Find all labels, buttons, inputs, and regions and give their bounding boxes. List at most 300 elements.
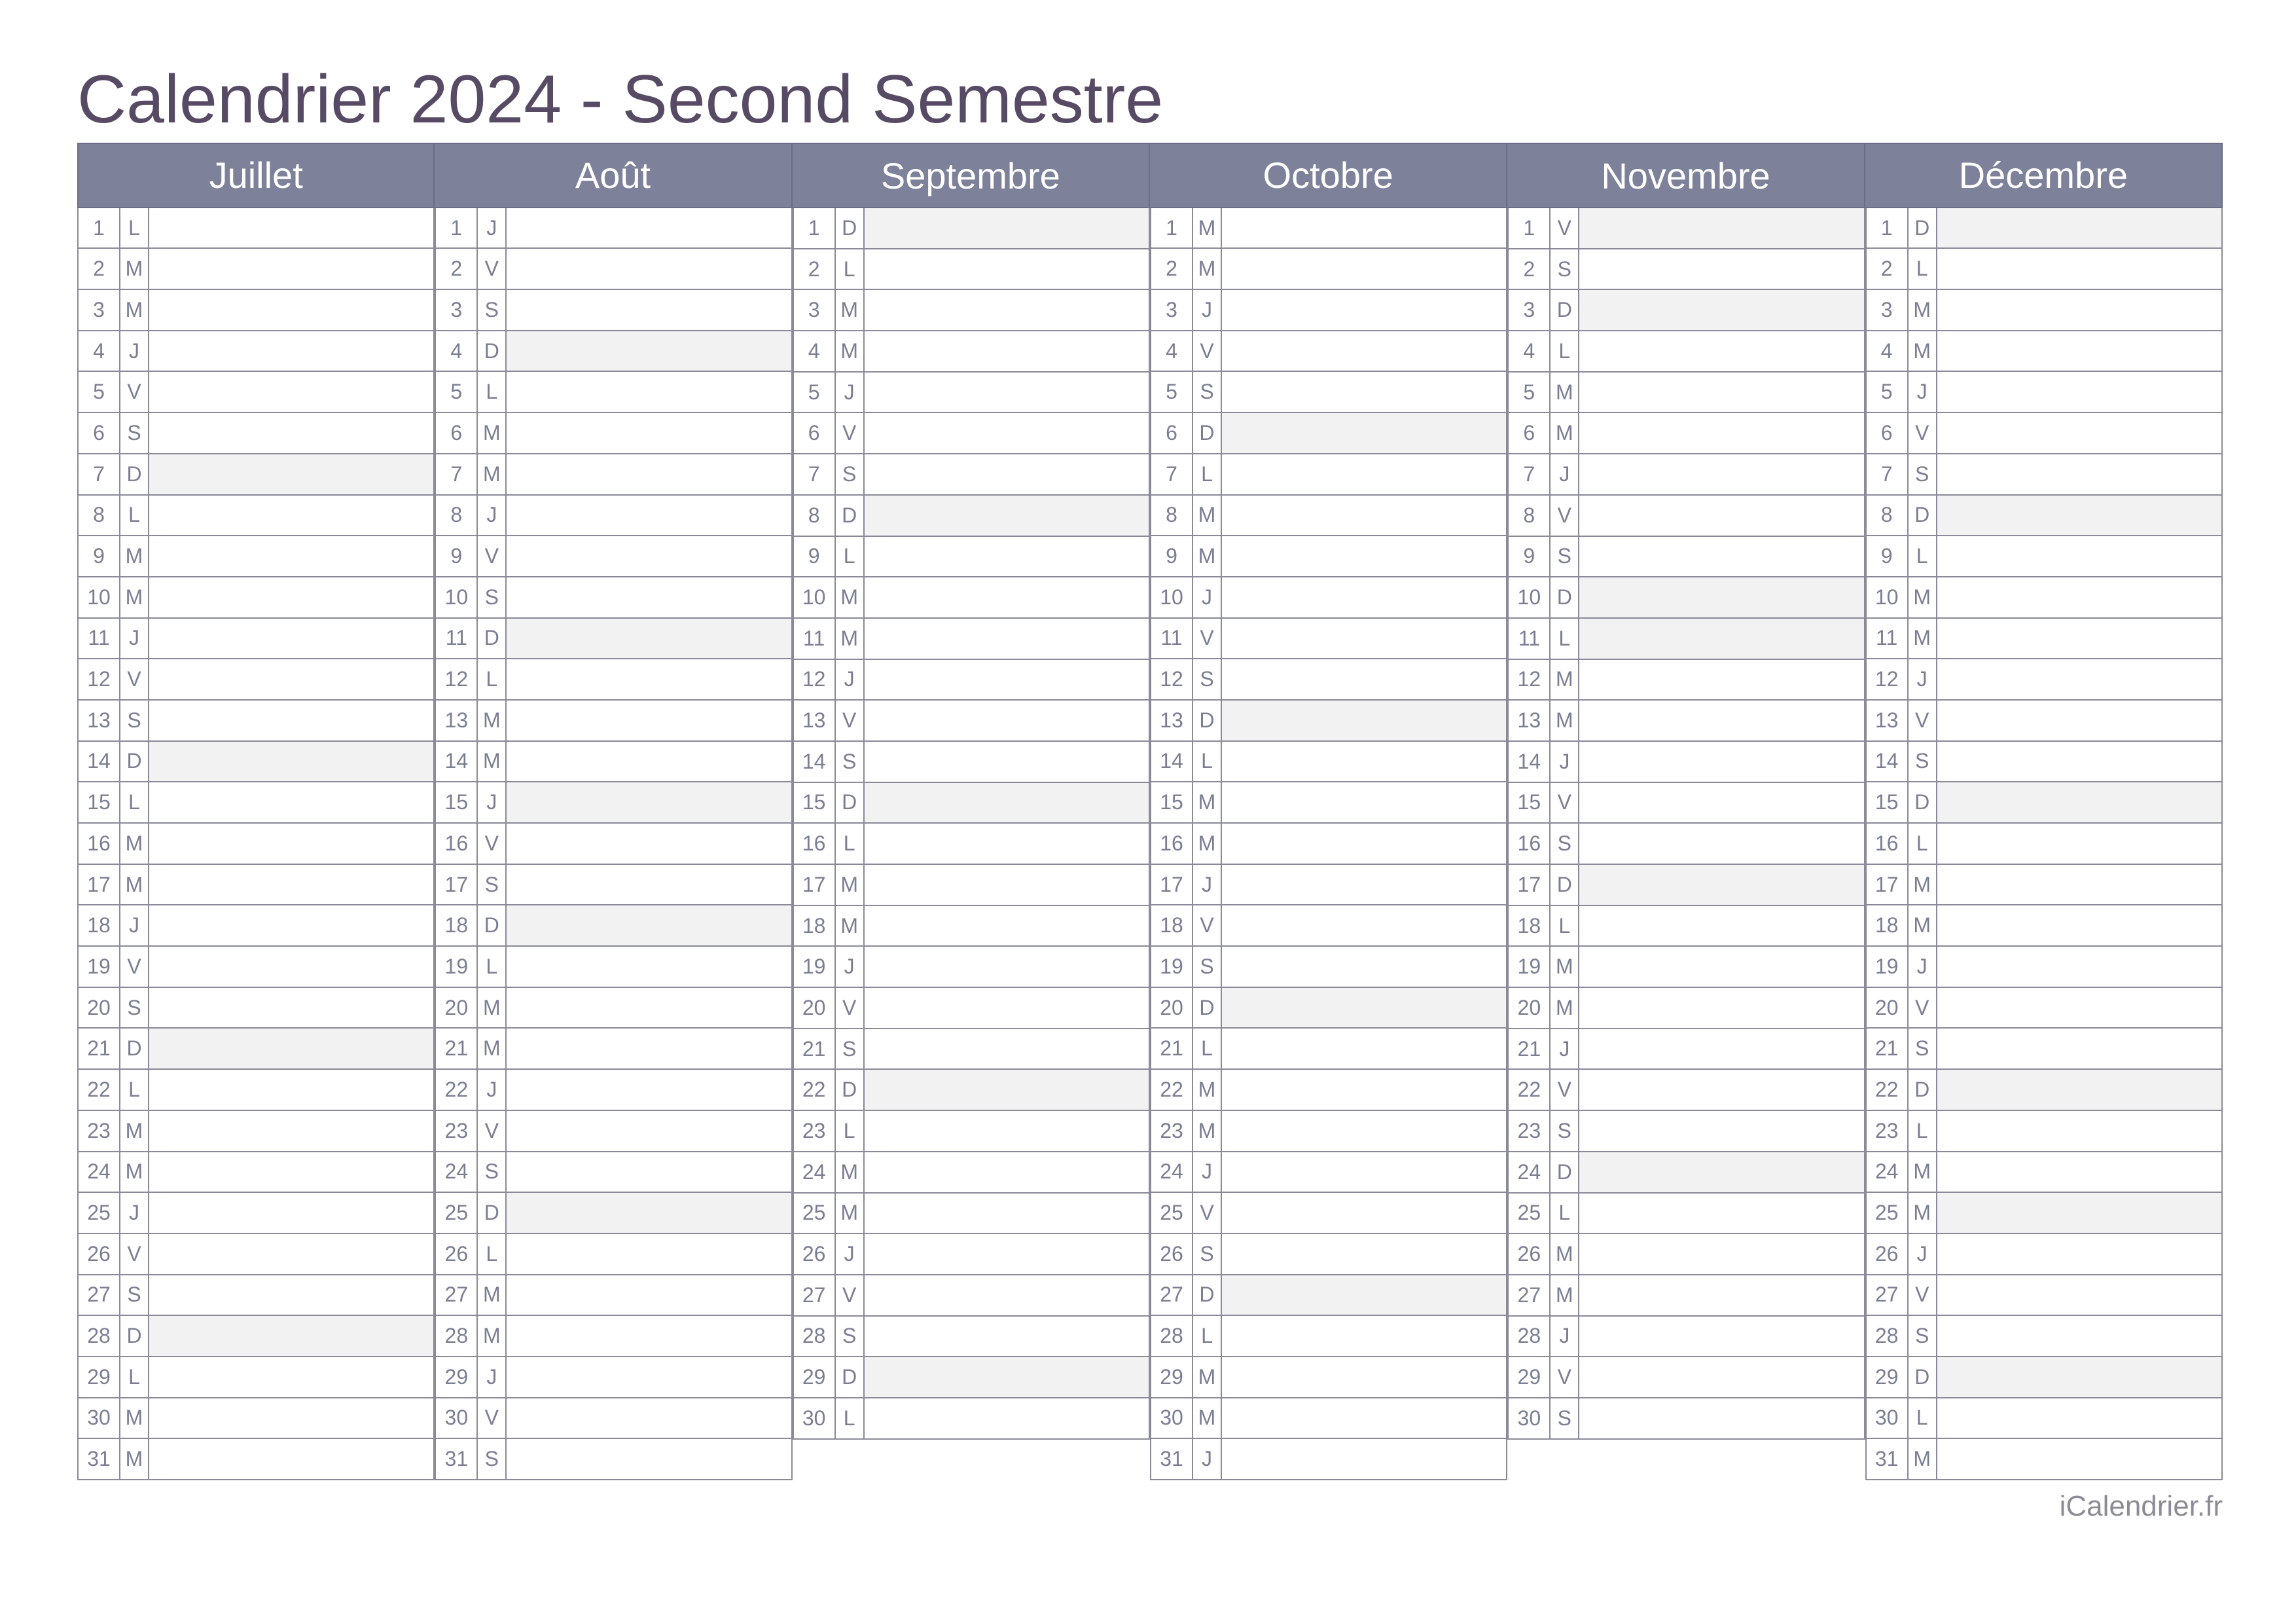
day-row[interactable] [794,947,1150,988]
day-row[interactable] [1867,1111,2223,1152]
day-row[interactable] [794,1111,1150,1152]
day-note-cell[interactable] [1579,496,1863,536]
day-row[interactable] [1151,1152,1507,1194]
day-row[interactable] [1151,988,1507,1029]
day-note-cell[interactable] [1579,1398,1863,1438]
day-note-cell[interactable] [1937,249,2221,289]
day-note-cell[interactable] [1579,1234,1863,1274]
day-note-cell[interactable] [1222,577,1506,617]
day-row[interactable] [1151,701,1507,742]
day-note-cell[interactable] [1222,701,1506,740]
day-note-cell[interactable] [149,1070,433,1110]
day-note-cell[interactable] [1222,947,1506,987]
day-note-cell[interactable] [1222,249,1506,289]
day-row[interactable] [436,208,792,249]
day-row[interactable] [1867,1152,2223,1194]
day-note-cell[interactable] [149,701,433,740]
day-note-cell[interactable] [1579,413,1863,453]
day-row[interactable] [436,1275,792,1317]
day-row[interactable] [79,1234,435,1275]
day-note-cell[interactable] [1579,906,1863,946]
day-row[interactable] [1151,782,1507,824]
day-row[interactable] [794,290,1150,331]
day-row[interactable] [1867,1029,2223,1070]
day-note-cell[interactable] [1579,1275,1863,1315]
day-note-cell[interactable] [149,1193,433,1233]
day-row[interactable] [1509,208,1865,249]
day-note-cell[interactable] [1579,290,1863,330]
day-row[interactable] [79,496,435,537]
day-note-cell[interactable] [1937,865,2221,905]
day-row[interactable] [794,1152,1150,1194]
day-note-cell[interactable] [1937,1029,2221,1068]
day-note-cell[interactable] [1222,1029,1506,1068]
day-note-cell[interactable] [507,1316,791,1356]
day-row[interactable] [1509,783,1865,824]
day-row[interactable] [1509,906,1865,947]
day-note-cell[interactable] [1579,1194,1863,1233]
day-note-cell[interactable] [1937,1070,2221,1110]
day-note-cell[interactable] [1222,865,1506,905]
day-note-cell[interactable] [149,1029,433,1068]
day-row[interactable] [436,536,792,577]
day-note-cell[interactable] [507,496,791,536]
day-row[interactable] [1509,454,1865,496]
day-row[interactable] [1151,1234,1507,1275]
day-note-cell[interactable] [507,1193,791,1233]
day-note-cell[interactable] [1222,331,1506,371]
day-note-cell[interactable] [149,905,433,945]
day-row[interactable] [794,1357,1150,1398]
day-row[interactable] [794,537,1150,578]
day-row[interactable] [1509,865,1865,906]
day-note-cell[interactable] [1222,1152,1506,1192]
day-note-cell[interactable] [865,1398,1149,1438]
day-note-cell[interactable] [149,1439,433,1479]
day-note-cell[interactable] [865,1234,1149,1274]
day-note-cell[interactable] [865,619,1149,659]
day-note-cell[interactable] [865,290,1149,330]
day-note-cell[interactable] [507,1029,791,1068]
day-row[interactable] [794,1275,1150,1317]
day-row[interactable] [79,619,435,660]
day-note-cell[interactable] [149,413,433,453]
day-row[interactable] [1867,782,2223,824]
day-note-cell[interactable] [507,865,791,905]
day-note-cell[interactable] [1937,905,2221,945]
day-note-cell[interactable] [1222,905,1506,945]
day-row[interactable] [1867,988,2223,1029]
day-row[interactable] [1867,290,2223,331]
day-row[interactable] [1509,701,1865,742]
day-row[interactable] [794,208,1150,249]
day-row[interactable] [436,413,792,454]
day-row[interactable] [794,1070,1150,1111]
day-row[interactable] [794,783,1150,824]
day-row[interactable] [1151,1193,1507,1234]
day-note-cell[interactable] [507,824,791,864]
day-note-cell[interactable] [1222,619,1506,659]
day-note-cell[interactable] [1222,1398,1506,1438]
day-note-cell[interactable] [865,742,1149,782]
day-row[interactable] [436,865,792,906]
day-row[interactable] [79,824,435,865]
day-row[interactable] [1509,988,1865,1029]
day-note-cell[interactable] [865,824,1149,864]
day-note-cell[interactable] [865,208,1149,248]
day-row[interactable] [1151,1398,1507,1440]
day-note-cell[interactable] [1937,372,2221,412]
day-row[interactable] [436,1234,792,1275]
day-row[interactable] [794,1317,1150,1358]
day-row[interactable] [1151,865,1507,906]
day-row[interactable] [1509,1275,1865,1317]
day-row[interactable] [79,1193,435,1234]
day-row[interactable] [794,577,1150,619]
day-note-cell[interactable] [507,782,791,822]
day-row[interactable] [436,372,792,413]
day-row[interactable] [436,1398,792,1440]
day-note-cell[interactable] [149,947,433,987]
day-note-cell[interactable] [1222,208,1506,248]
day-note-cell[interactable] [865,1357,1149,1397]
day-row[interactable] [1509,1234,1865,1275]
day-note-cell[interactable] [1937,1316,2221,1356]
day-note-cell[interactable] [1579,701,1863,740]
day-note-cell[interactable] [1222,1234,1506,1274]
day-note-cell[interactable] [507,454,791,494]
day-row[interactable] [1867,1193,2223,1234]
day-note-cell[interactable] [1222,1439,1506,1479]
day-row[interactable] [436,496,792,537]
day-row[interactable] [1509,619,1865,660]
day-note-cell[interactable] [1222,1070,1506,1110]
day-note-cell[interactable] [1222,1357,1506,1397]
day-row[interactable] [1151,905,1507,947]
day-row[interactable] [1509,1357,1865,1398]
day-row[interactable] [436,1152,792,1194]
day-note-cell[interactable] [865,249,1149,289]
day-note-cell[interactable] [865,1111,1149,1151]
day-note-cell[interactable] [1579,988,1863,1028]
day-row[interactable] [79,865,435,906]
day-row[interactable] [1509,947,1865,988]
day-note-cell[interactable] [149,331,433,371]
day-row[interactable] [1867,824,2223,865]
day-note-cell[interactable] [1579,783,1863,823]
day-row[interactable] [1509,496,1865,537]
day-row[interactable] [1151,1070,1507,1111]
day-row[interactable] [794,742,1150,783]
day-row[interactable] [1867,619,2223,660]
day-note-cell[interactable] [865,331,1149,371]
day-row[interactable] [794,1398,1150,1440]
day-note-cell[interactable] [149,536,433,576]
day-note-cell[interactable] [149,988,433,1028]
day-row[interactable] [1151,290,1507,331]
day-row[interactable] [79,536,435,577]
day-row[interactable] [1509,742,1865,783]
day-note-cell[interactable] [1937,1111,2221,1151]
day-note-cell[interactable] [507,1152,791,1192]
day-note-cell[interactable] [1579,373,1863,412]
day-note-cell[interactable] [507,947,791,987]
day-note-cell[interactable] [1937,782,2221,822]
day-note-cell[interactable] [865,701,1149,740]
day-row[interactable] [1509,413,1865,454]
day-row[interactable] [794,331,1150,373]
day-note-cell[interactable] [149,619,433,659]
day-note-cell[interactable] [149,454,433,494]
day-note-cell[interactable] [149,372,433,412]
day-row[interactable] [1151,331,1507,373]
day-note-cell[interactable] [507,1070,791,1110]
day-note-cell[interactable] [1579,454,1863,494]
day-note-cell[interactable] [507,988,791,1028]
day-note-cell[interactable] [149,208,433,248]
day-row[interactable] [79,372,435,413]
day-row[interactable] [1151,496,1507,537]
day-note-cell[interactable] [1937,659,2221,699]
day-row[interactable] [79,454,435,496]
day-row[interactable] [1867,701,2223,742]
day-note-cell[interactable] [1937,536,2221,576]
day-note-cell[interactable] [1222,413,1506,453]
day-row[interactable] [79,1316,435,1357]
day-note-cell[interactable] [1937,577,2221,617]
day-row[interactable] [1509,537,1865,578]
day-row[interactable] [1151,1357,1507,1398]
day-row[interactable] [436,824,792,865]
day-note-cell[interactable] [865,1152,1149,1192]
day-note-cell[interactable] [865,1029,1149,1069]
day-note-cell[interactable] [865,413,1149,453]
day-row[interactable] [79,290,435,331]
day-row[interactable] [1867,372,2223,413]
day-note-cell[interactable] [149,1152,433,1192]
day-note-cell[interactable] [1222,496,1506,536]
day-row[interactable] [79,1439,435,1480]
day-note-cell[interactable] [1222,988,1506,1028]
day-row[interactable] [436,454,792,496]
day-row[interactable] [1867,947,2223,988]
day-row[interactable] [1151,742,1507,783]
day-note-cell[interactable] [507,331,791,371]
day-row[interactable] [436,1439,792,1480]
day-row[interactable] [1509,290,1865,331]
day-note-cell[interactable] [149,1111,433,1151]
day-note-cell[interactable] [507,1234,791,1274]
day-row[interactable] [436,290,792,331]
day-note-cell[interactable] [1937,454,2221,494]
day-row[interactable] [794,249,1150,291]
day-note-cell[interactable] [865,906,1149,946]
day-note-cell[interactable] [149,1234,433,1274]
day-row[interactable] [436,619,792,660]
day-note-cell[interactable] [1937,1234,2221,1274]
day-row[interactable] [1151,454,1507,496]
day-note-cell[interactable] [865,577,1149,617]
day-row[interactable] [1867,1234,2223,1275]
day-row[interactable] [436,742,792,783]
day-row[interactable] [794,413,1150,454]
day-note-cell[interactable] [1937,413,2221,453]
day-note-cell[interactable] [865,1070,1149,1110]
day-note-cell[interactable] [1937,1193,2221,1233]
day-row[interactable] [1509,1029,1865,1070]
day-note-cell[interactable] [507,1357,791,1397]
day-row[interactable] [79,1070,435,1111]
day-note-cell[interactable] [149,782,433,822]
day-note-cell[interactable] [1222,1193,1506,1233]
day-note-cell[interactable] [507,290,791,330]
day-row[interactable] [1509,660,1865,701]
day-row[interactable] [79,577,435,619]
day-row[interactable] [1509,1194,1865,1235]
day-note-cell[interactable] [149,742,433,782]
day-row[interactable] [1509,1111,1865,1152]
day-row[interactable] [1867,865,2223,906]
day-note-cell[interactable] [149,1316,433,1356]
day-row[interactable] [1151,372,1507,413]
day-row[interactable] [794,496,1150,537]
day-row[interactable] [1509,373,1865,414]
day-row[interactable] [1867,905,2223,947]
day-note-cell[interactable] [1579,660,1863,700]
day-row[interactable] [436,701,792,742]
day-row[interactable] [436,1316,792,1357]
day-note-cell[interactable] [1937,1152,2221,1192]
day-row[interactable] [1867,1070,2223,1111]
day-note-cell[interactable] [1937,208,2221,248]
day-note-cell[interactable] [1579,249,1863,289]
day-row[interactable] [79,1275,435,1317]
day-row[interactable] [1509,577,1865,619]
day-row[interactable] [436,1029,792,1070]
day-row[interactable] [79,659,435,701]
day-row[interactable] [79,249,435,290]
day-row[interactable] [79,331,435,373]
day-row[interactable] [1151,1439,1507,1480]
day-note-cell[interactable] [1579,865,1863,905]
day-row[interactable] [1867,577,2223,619]
day-note-cell[interactable] [865,947,1149,987]
day-note-cell[interactable] [1579,1317,1863,1357]
day-note-cell[interactable] [1937,824,2221,864]
day-note-cell[interactable] [865,1317,1149,1357]
day-row[interactable] [79,1152,435,1194]
day-row[interactable] [794,1234,1150,1275]
day-row[interactable] [1867,413,2223,454]
day-row[interactable] [1151,947,1507,988]
day-note-cell[interactable] [1937,331,2221,371]
day-note-cell[interactable] [1937,619,2221,659]
day-row[interactable] [794,454,1150,496]
day-note-cell[interactable] [1937,496,2221,536]
day-note-cell[interactable] [1222,536,1506,576]
day-note-cell[interactable] [507,1398,791,1438]
day-note-cell[interactable] [865,537,1149,577]
day-note-cell[interactable] [1579,1029,1863,1069]
day-row[interactable] [436,577,792,619]
day-row[interactable] [79,947,435,988]
day-row[interactable] [1509,824,1865,865]
day-row[interactable] [794,988,1150,1029]
day-note-cell[interactable] [149,290,433,330]
day-note-cell[interactable] [865,454,1149,494]
day-row[interactable] [1151,536,1507,577]
day-row[interactable] [1509,1398,1865,1440]
day-row[interactable] [436,988,792,1029]
day-note-cell[interactable] [1937,1275,2221,1315]
day-note-cell[interactable] [507,742,791,782]
day-note-cell[interactable] [507,249,791,289]
day-row[interactable] [1867,536,2223,577]
day-note-cell[interactable] [1579,1357,1863,1397]
day-row[interactable] [79,905,435,947]
day-row[interactable] [436,331,792,373]
day-note-cell[interactable] [1579,537,1863,577]
day-row[interactable] [79,742,435,783]
day-row[interactable] [1151,1275,1507,1317]
day-note-cell[interactable] [865,988,1149,1028]
day-row[interactable] [1151,1316,1507,1357]
day-row[interactable] [1151,659,1507,701]
day-row[interactable] [79,782,435,824]
day-note-cell[interactable] [1579,1111,1863,1151]
day-note-cell[interactable] [1937,988,2221,1028]
day-note-cell[interactable] [1222,659,1506,699]
day-row[interactable] [436,1070,792,1111]
day-note-cell[interactable] [1937,947,2221,987]
day-row[interactable] [794,865,1150,906]
day-row[interactable] [1509,1152,1865,1194]
day-note-cell[interactable] [507,413,791,453]
day-note-cell[interactable] [865,865,1149,905]
day-note-cell[interactable] [1222,782,1506,822]
day-row[interactable] [1867,1357,2223,1398]
day-note-cell[interactable] [1222,742,1506,782]
day-row[interactable] [1867,659,2223,701]
day-row[interactable] [1151,824,1507,865]
day-note-cell[interactable] [1222,454,1506,494]
day-row[interactable] [436,1111,792,1152]
day-row[interactable] [1509,1070,1865,1111]
day-row[interactable] [1867,496,2223,537]
day-row[interactable] [79,1029,435,1070]
day-note-cell[interactable] [507,701,791,740]
day-note-cell[interactable] [1579,331,1863,371]
day-row[interactable] [79,701,435,742]
day-row[interactable] [794,619,1150,660]
day-row[interactable] [794,701,1150,742]
day-note-cell[interactable] [507,1275,791,1315]
day-note-cell[interactable] [1579,1152,1863,1192]
day-note-cell[interactable] [1222,290,1506,330]
day-row[interactable] [436,782,792,824]
day-note-cell[interactable] [149,1275,433,1315]
day-note-cell[interactable] [149,659,433,699]
day-row[interactable] [79,988,435,1029]
day-note-cell[interactable] [507,619,791,659]
day-row[interactable] [794,906,1150,947]
day-note-cell[interactable] [1579,947,1863,987]
day-note-cell[interactable] [507,577,791,617]
day-row[interactable] [1867,454,2223,496]
day-row[interactable] [794,660,1150,701]
day-row[interactable] [794,824,1150,865]
day-row[interactable] [1151,208,1507,249]
